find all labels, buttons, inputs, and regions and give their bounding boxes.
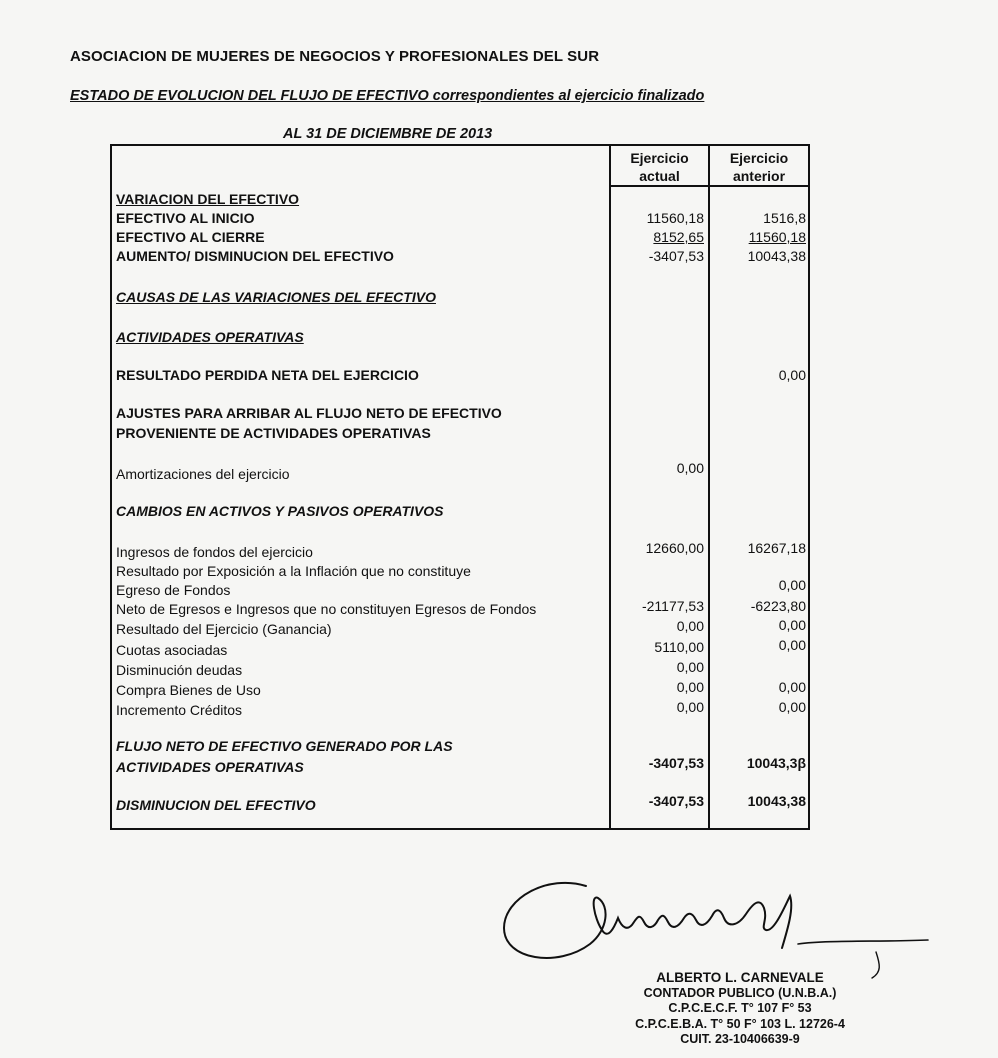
value-anterior: 16267,18 [747, 540, 806, 556]
section-heading: CAMBIOS EN ACTIVOS Y PASIVOS OPERATIVOS [116, 503, 444, 519]
column-header-anterior-line1: Ejercicio [729, 150, 789, 166]
column-header-actual [611, 149, 708, 185]
row-label: VARIACION DEL EFECTIVO [116, 191, 300, 207]
row-aumento-disminucion [112, 247, 808, 266]
row-cambios [112, 502, 808, 521]
value-anterior: -6223,80 [750, 598, 806, 614]
row-rei-line1 [112, 562, 808, 581]
row-resultado-perdida [112, 366, 808, 385]
value-actual: -3407,53 [648, 793, 704, 809]
row-flujo-line1 [112, 736, 808, 755]
signatory-registration-1: C.P.C.E.C.F. T° 107 F° 53 [668, 1001, 812, 1015]
value-anterior: 0,00 [778, 367, 806, 383]
statement-date: AL 31 DE DICIEMBRE DE 2013 [283, 126, 493, 142]
signatory-registration-2: C.P.C.E.B.A. T° 50 F° 103 L. 12726-4 [635, 1016, 845, 1031]
organization-name: ASOCIACION DE MUJERES DE NEGOCIOS Y PROFESIONALES DEL SUR [70, 48, 600, 65]
row-efectivo-cierre [112, 228, 808, 247]
value-anterior: 10043,38 [747, 793, 806, 809]
value-actual: 0,00 [676, 659, 704, 675]
row-label: Cuotas asociadas [116, 642, 228, 658]
row-label: AJUSTES PARA ARRIBAR AL FLUJO NETO DE EFECTIVO [116, 405, 502, 421]
value-anterior: 1516,8 [763, 210, 806, 226]
row-ingresos [112, 540, 808, 562]
value-anterior: 11560,18 [748, 229, 806, 245]
row-label: EFECTIVO AL INICIO [116, 210, 255, 226]
row-variacion [112, 190, 808, 209]
row-efectivo-inicio [112, 209, 808, 228]
value-actual: 0,00 [676, 679, 704, 695]
row-label: Resultado del Ejercicio (Ganancia) [116, 621, 332, 637]
value-anterior: 0,00 [778, 679, 806, 695]
signatory-cuit: CUIT. 23-10406639-9 [680, 1032, 800, 1046]
value-anterior: 0,00 [778, 637, 806, 653]
header-divider [609, 185, 808, 187]
row-label: Incremento Créditos [116, 702, 243, 718]
value-actual: -3407,53 [648, 248, 704, 264]
column-header-anterior [710, 149, 808, 185]
column-header-actual-line2: actual [639, 168, 680, 184]
value-anterior: 0,00 [778, 617, 806, 633]
row-amortizaciones [112, 460, 808, 484]
value-actual: -21177,53 [641, 598, 704, 614]
cash-flow-table [110, 144, 810, 830]
section-heading: ACTIVIDADES OPERATIVAS [116, 329, 304, 345]
row-label: Disminución deudas [116, 662, 243, 678]
row-label: Neto de Egresos e Ingresos que no constituyen Egresos de Fondos [116, 601, 537, 617]
row-label: Amortizaciones del ejercicio [116, 466, 290, 482]
row-label: Ingresos de fondos del ejercicio [116, 544, 313, 560]
value-actual: -3407,53 [648, 755, 704, 771]
value-anterior: 0,00 [778, 699, 806, 715]
value-actual: 5110,00 [654, 639, 704, 655]
value-actual: 11560,18 [646, 210, 704, 226]
row-label: DISMINUCION DEL EFECTIVO [116, 797, 316, 813]
row-ajustes-line1 [112, 404, 808, 423]
row-label: ACTIVIDADES OPERATIVAS [116, 759, 304, 775]
signatory-title: CONTADOR PUBLICO (U.N.B.A.) [643, 985, 837, 1000]
row-label: RESULTADO PERDIDA NETA DEL EJERCICIO [116, 367, 419, 383]
value-actual: 0,00 [676, 618, 704, 634]
signatory-block [630, 970, 850, 1048]
row-causas [112, 288, 808, 307]
row-flujo-line2 [112, 757, 808, 776]
row-ajustes-line2 [112, 424, 808, 443]
statement-title: ESTADO DE EVOLUCION DEL FLUJO DE EFECTIVO correspondientes al ejercicio finalizado [70, 88, 705, 104]
row-resultado-ganancia [112, 617, 808, 639]
column-header-actual-line1: Ejercicio [630, 150, 689, 166]
row-label: Egreso de Fondos [116, 582, 231, 598]
row-actividades [112, 328, 808, 347]
row-label: FLUJO NETO DE EFECTIVO GENERADO POR LAS [116, 738, 453, 754]
row-incremento-creditos [112, 701, 808, 720]
row-label: Resultado por Exposición a la Inflación que no constituye [116, 563, 471, 579]
value-actual: 0,00 [676, 460, 704, 476]
row-label: Compra Bienes de Uso [116, 682, 261, 698]
value-anterior: 0,00 [778, 577, 806, 593]
row-label: EFECTIVO AL CIERRE [116, 229, 265, 245]
value-actual: 12660,00 [645, 540, 704, 556]
column-header-anterior-line2: anterior [732, 168, 786, 184]
row-label: PROVENIENTE DE ACTIVIDADES OPERATIVAS [116, 425, 431, 441]
value-anterior: 10043,38 [747, 248, 806, 264]
row-disminucion-efectivo [112, 793, 808, 815]
value-actual: 0,00 [676, 699, 704, 715]
signatory-name: ALBERTO L. CARNEVALE [656, 970, 824, 985]
section-heading: CAUSAS DE LAS VARIACIONES DEL EFECTIVO [116, 289, 436, 305]
value-actual: 8152,65 [653, 229, 704, 245]
value-anterior: 10043,3β [746, 755, 806, 771]
row-label: AUMENTO/ DISMINUCION DEL EFECTIVO [116, 248, 394, 264]
